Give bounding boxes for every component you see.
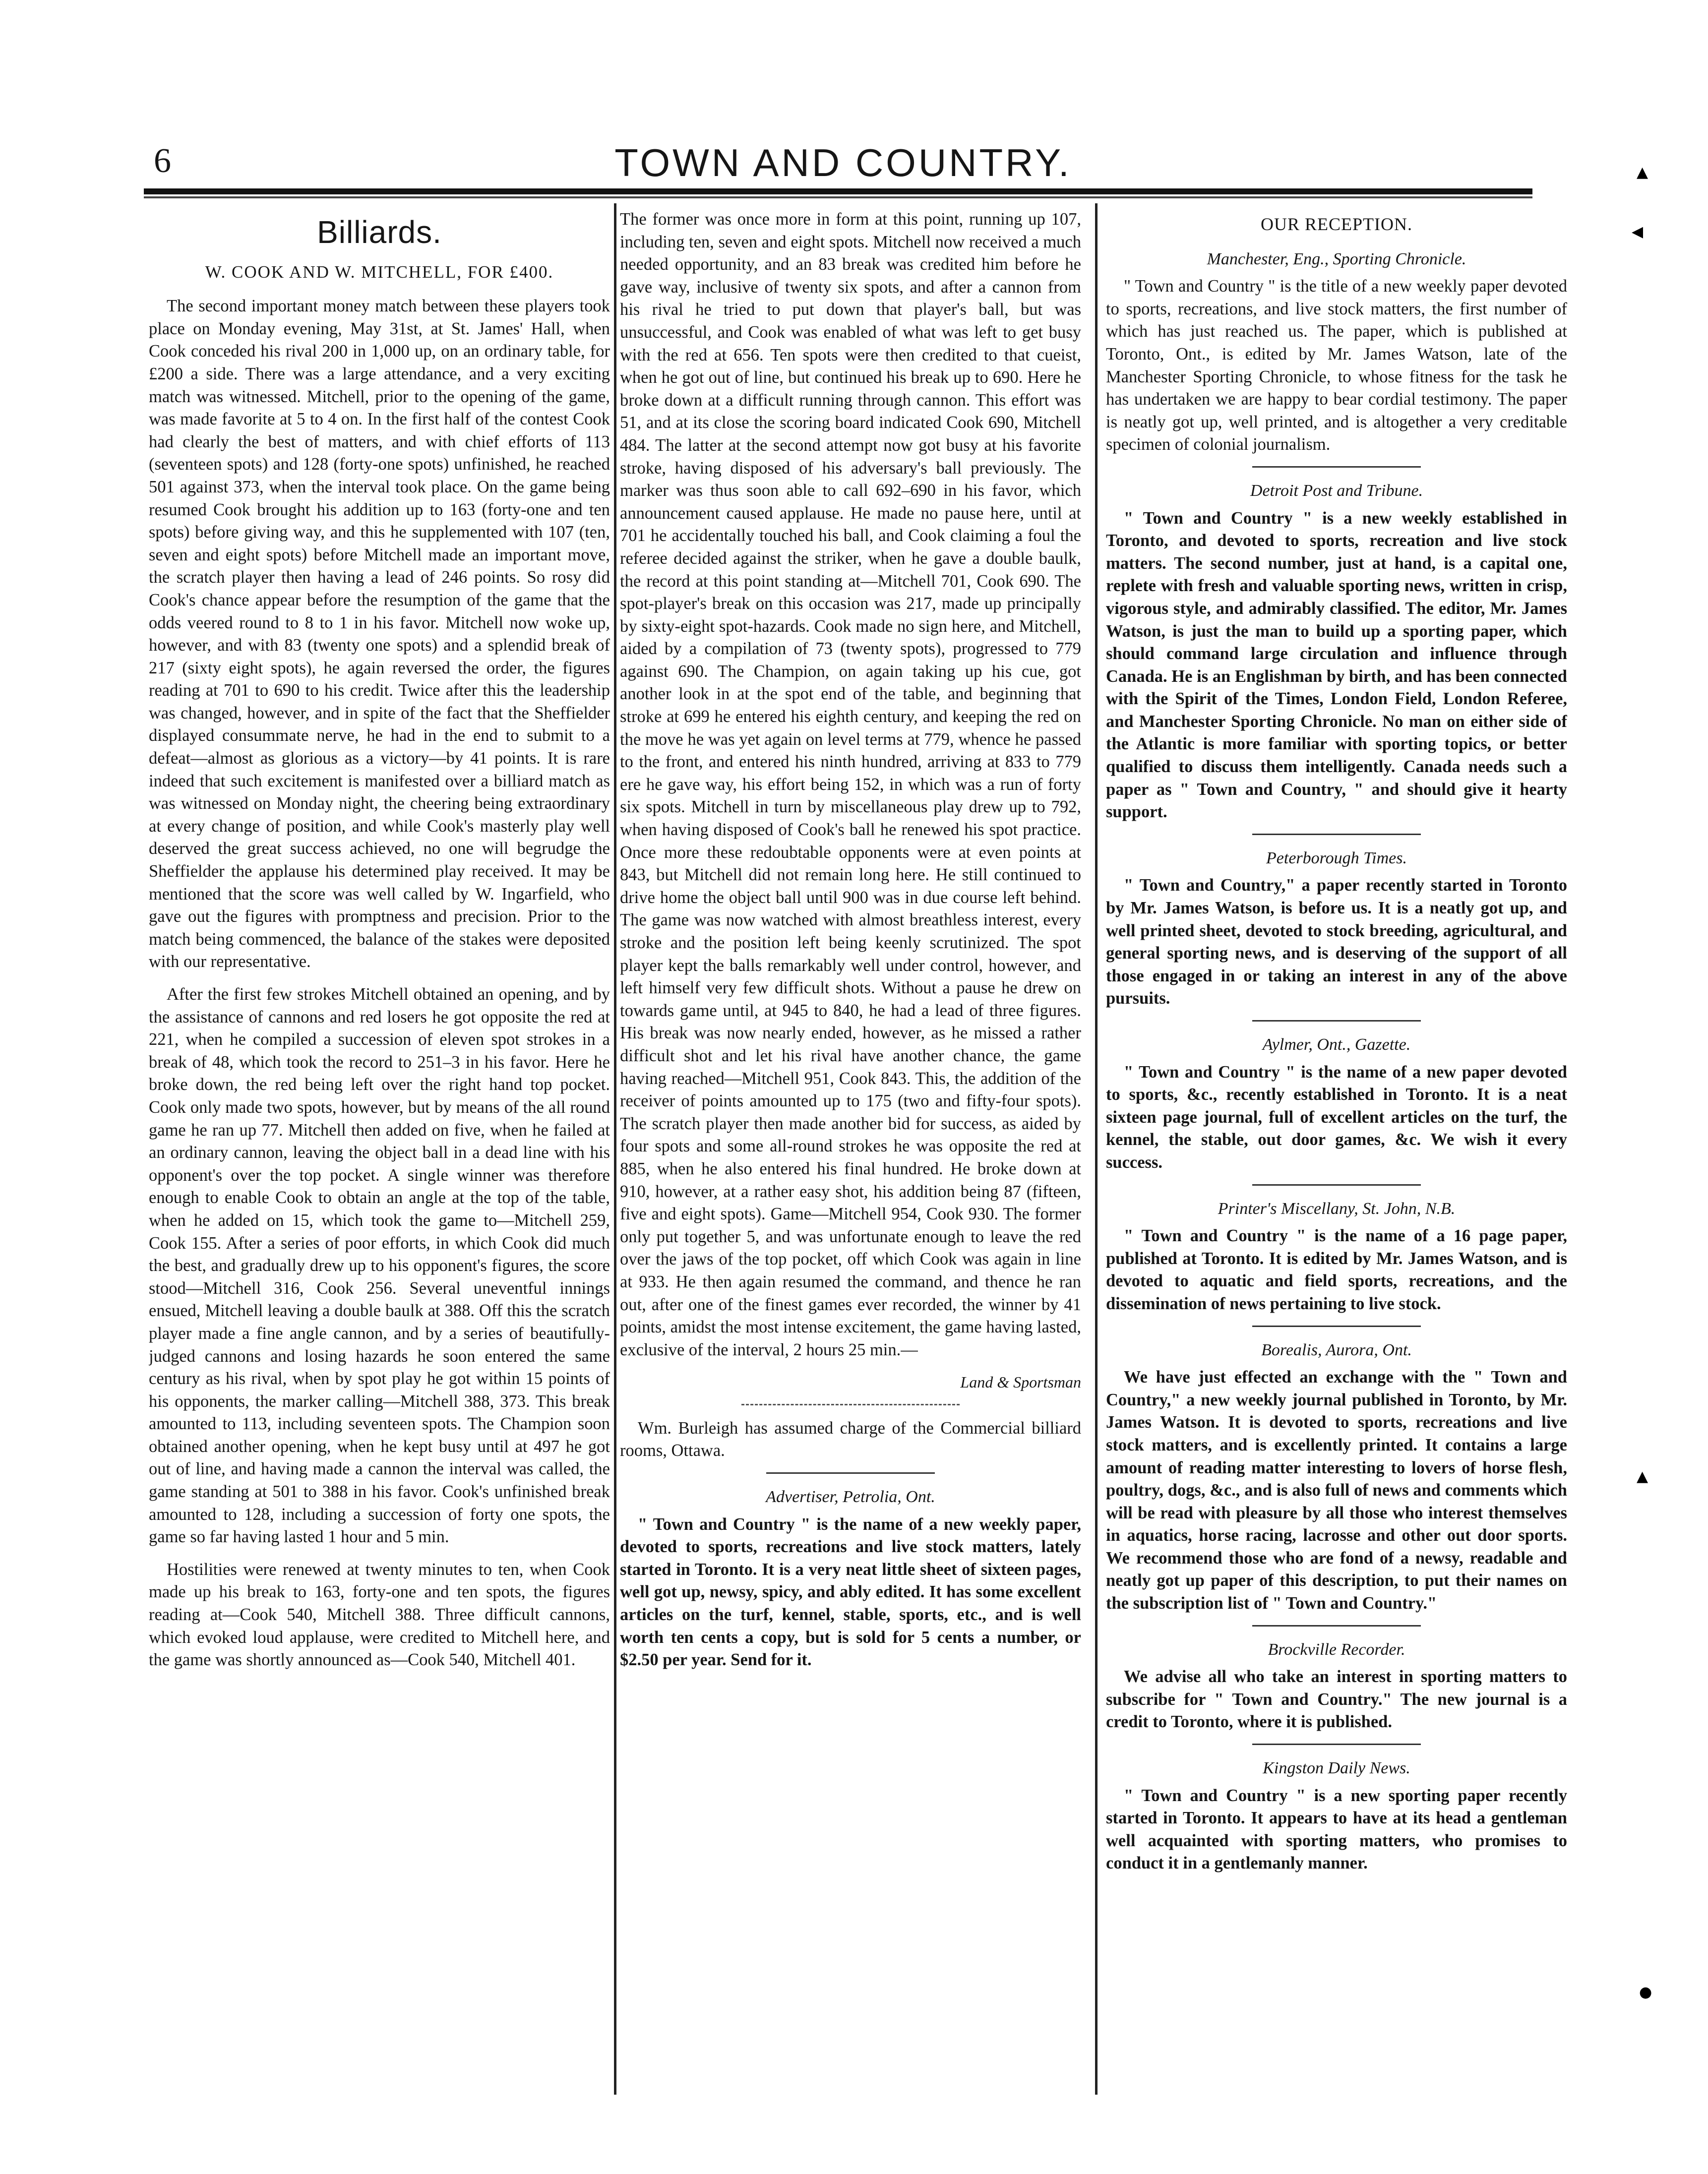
margin-mark: ▲ (1637, 164, 1648, 181)
review-text: We advise all who take an interest in sporting matters to subscribe for " Town and Country." The new journal is a credit to Toronto, where it is published. (1106, 1667, 1567, 1732)
review-source: Aylmer, Ont., Gazette. (1262, 1035, 1411, 1054)
margin-mark: ▲ (1637, 1468, 1648, 1485)
article-paragraph: The former was once more in form at this point, running up 107, including ten, seven and eight spots. Mitchell now received a much needed opportunity, and an 83 break was credited him before he gave way, inclusive of twenty six spots, and after a cannon from his rival he tried to put down that player's ball, but was unsuccessful, and Cook was enabled of what was left to get busy with the red at 656. Ten spots were then credited to that cueist, when he got out of line, but continued his break up to 690. Here he broke down at a difficult running through cannon. This effort was 51, and at its close the scoring board indicated Cook 690, Mitchell 484. The latter at the second attempt now got busy at his favorite stroke, having disposed of his adversary's ball previously. The marker was thus soon able to call 692–690 in his favor, which announcement caused applause. He made no pause here, until at 701 he accidentally touched his ball, and Cook claiming a foul the referee decided against the striker, when he gave a double baulk, the record at this point standing at—Mitchell 701, Cook 690. The spot-player's break on this occasion was 217, made up principally by sixty-eight spot-hazards. Cook made no sign here, and Mitchell, aided by a compilation of 73 (twenty spots), progressed to 779 against 690. The Champion, on again taking up his cue, got another look in at the spot end of the table, and beginning that stroke at 699 he entered his eighth century, and keeping the red on the move he was yet again on level terms at 779, whence he passed to the front, and entered his ninth hundred, arriving at 833 to 779 ere he gave way, his effort being 152, in which was a run of forty six spots. Mitchell in turn by miscellaneous play drew up to 792, when having disposed of Cook's ball he renewed his spot practice. Once more these redoubtable opponents were at even points at 843, but Mitchell did not remain long here. He still continued to drive home the object ball until 900 was in due course left behind. The game was now watched with almost breathless interest, every stroke and the position left being keenly scrutinized. The spot player kept the balls remarkably well under control, however, and left himself very few difficult shots. Without a pause he drew on towards game until, at 945 to 840, he had a lead of three figures. His break was now nearly ended, however, as he missed a rather difficult shot and let his rival have another chance, the game having reached—Mitchell 951, Cook 843. This, the addition of the receiver of points amounted up to 175 (two and fifty-four spots). The scratch player then made another bid for success, as aided by four spots and some all-round strokes he was opposite the red at 885, when he also entered his final hundred. He broke down at 910, however, at a rather easy shot, his addition being 87 (fifteen, five and eight spots). Game—Mitchell 954, Cook 930. The former only put together 5, and was unfortunate enough to leave the red over the jaws of the top pocket, off which Cook was again in line at 933. He then again resumed the command, and thence he ran out, after one of the finest games ever recorded, the winner by 41 points, amidst the most intense excitement, the game having lasted, exclusive of the interval, 2 hours 25 min.— (620, 210, 1081, 1359)
section-title: OUR RECEPTION. (1260, 214, 1412, 234)
separator (1252, 1625, 1421, 1627)
article-paragraph: After the first few strokes Mitchell obtained an opening, and by the assistance of cannons and red losers he got opposite the red at 221, when he compiled a succession of eleven spot strokes in a break of 48, which took the record to 251–3 in his favor. Here he broke down, the red being left over the right hand top pocket. Cook only made two spots, however, but by means of the all round game he ran up 77. Mitchell then added on five, when he failed at an ordinary cannon, leaving the object ball in a dead line with his opponent's over the top pocket. A single winner was therefore enough to enable Cook to obtain an angle at the top of the table, when he added on 15, which took the game to—Mitchell 259, Cook 155. After a series of poor efforts, in which Cook did much the best, and gradually drew up to his opponent's figures, the score stood—Mitchell 316, Cook 256. Several uneventful innings ensued, Mitchell leaving a double baulk at 388. Off this the scratch player made a fine angle cannon, and by a series of beautifully-judged cannons and losing hazards he soon entered the same century as his rival, when by spot play he got within 15 points of his opponents, the marker calling—Mitchell 388, 373. This break amounted to 113, including seventeen spots. The Champion soon obtained another opening, when he kept busy until at 497 he got out of line, and having made a cannon the interval was called, the game standing at 501 to 388 in his favor. Cook's unfinished break amounted to 128, including a succession of forty one spots, the game so far having lasted 1 hour and 5 min. (149, 985, 610, 1547)
review-text: " Town and Country " is the name of a new paper devoted to sports, &c., recently established in Toronto. It is a neat sixteen page journal, full of excellent articles on the turf, the kennel, the stable, out door games, &c. We wish it every success. (1106, 1062, 1567, 1172)
separator (1252, 1326, 1421, 1327)
review-source: Detroit Post and Tribune. (1250, 481, 1423, 500)
review-source: Advertiser, Petrolia, Ont. (766, 1488, 935, 1507)
review-text: " Town and Country " is the title of a new weekly paper devoted to sports, recreations, and live stock matters, the first number of which has just reached us. The paper, which is published at Toronto, Ont., is edited by Mr. James Watson, late of the Manchester Sporting Chronicle, to whose fitness for the task he has undertaken we are happy to bear cordial testimony. The paper is neatly got up, well printed, and is altogether a very creditable specimen of colonial journalism. (1106, 277, 1567, 454)
review-source: Manchester, Eng., Sporting Chronicle. (1207, 249, 1466, 268)
review-source: Printer's Miscellany, St. John, N.B. (1218, 1199, 1456, 1218)
review-list (1106, 248, 1567, 1875)
separator (1252, 1744, 1421, 1745)
review-text: " Town and Country " is the name of a 16 page paper, published at Toronto. It is edited by Mr. James Watson, and is devoted to aquatic and field sports, recreations, and the dissemination of news pertaining to live stock. (1106, 1226, 1567, 1313)
separator (766, 1472, 935, 1474)
margin-mark: ● (1639, 1984, 1652, 2001)
article-headline: W. COOK AND W. MITCHELL, FOR £400. (205, 262, 554, 282)
article-paragraph: Hostilities were renewed at twenty minutes to ten, when Cook made up his break to 163, forty-one and ten spots, the figures reading at—Cook 540, Mitchell 388. Three difficult cannons, which evoked loud applause, were credited to Mitchell here, and the game was shortly announced as—Cook 540, Mitchell 401. (149, 1560, 610, 1670)
review-source: Brockville Recorder. (1268, 1640, 1405, 1659)
review-source: Kingston Daily News. (1263, 1759, 1410, 1778)
column-billiards-continued (620, 208, 1081, 2105)
column-our-reception (1106, 208, 1567, 2105)
newspaper-title: TOWN AND COUNTRY. (614, 141, 1072, 184)
article-byline: Land & Sportsman (960, 1373, 1081, 1391)
column-divider (1095, 203, 1098, 2095)
review-text: " Town and Country," a paper recently started in Toronto by Mr. James Watson, is before us. It is a neatly got up, and well printed sheet, devoted to stock breeding, agricultural, and general sporting news, and is deserving of the support of all those engaged in or taking an interest in any of the above pursuits. (1106, 876, 1567, 1008)
review-text: " Town and Country " is the name of a new weekly paper, devoted to sports, recreations and live stock matters, lately started in Toronto. It is a very neat little sheet of sixteen pages, well got up, newsy, spicy, and ably edited. It has some excellent articles on the turf, kennel, stable, sports, etc., and is well worth ten cents a copy, but is sold for 5 cents a number, or $2.50 per year. Send for it. (620, 1514, 1081, 1670)
separator (1252, 834, 1421, 835)
column-divider (614, 203, 616, 2095)
page-number: 6 (154, 142, 171, 180)
review-source: Peterborough Times. (1266, 848, 1407, 867)
section-title: Billiards. (317, 214, 442, 250)
review-source: Borealis, Aurora, Ont. (1261, 1340, 1412, 1359)
separator (1252, 1020, 1421, 1022)
review-text: " Town and Country " is a new weekly established in Toronto, and devoted to sports, recreation and live stock matters. The second number, just at hand, is a capital one, replete with fresh and valuable sporting news, written in crisp, vigorous style, and admirably classified. The editor, Mr. James Watson, is just the man to build up a sporting paper, which should command large circulation and influence through Canada. He is an Englishman by birth, and has been connected with the Spirit of the Times, London Field, London Referee, and Manchester Sporting Chronicle. No man on either side of the Atlantic is more familiar with sporting topics, or better qualified to discuss them intelligently. Canada needs such a paper as " Town and Country, " and should give it hearty support. (1106, 508, 1567, 822)
news-note: Wm. Burleigh has assumed charge of the Commercial billiard rooms, Ottawa. (620, 1418, 1081, 1460)
header-rule (144, 188, 1532, 194)
separator (1252, 466, 1421, 468)
article-paragraph: The second important money match between these players took place on Monday evening, May 31st, at St. James' Hall, when Cook conceded his rival 200 in 1,000 up, on an ordinary table, for £200 a side. There was a large attendance, and a very exciting match was witnessed. Mitchell, prior to the opening of the game, was made favorite at 5 to 4 on. In the first half of the contest Cook had clearly the best of matters, and with chief efforts of 113 (seventeen spots) and 128 (forty-one spots) unfinished, he reached 501 against 373, when the interval took place. On the game being resumed Cook brought his addition up to 163 (forty-one and ten spots) before giving way, and this he supplemented with 107 (ten, seven and eight spots) before Mitchell made an important move, the scratch player then having a lead of 246 points. So rosy did Cook's chance appear before the resumption of the game that the odds veered round to 8 to 1 in his favor. Mitchell now woke up, however, and with 83 (twenty one spots) and a splendid break of 217 (sixty eight spots), he again reversed the order, the figures reading at 701 to 690 to his credit. Twice after this the leadership was changed, however, and in spite of the fact that the Sheffielder displayed consummate nerve, he had in the end to submit to a defeat—almost as glorious as a victory—by 41 points. It is rare indeed that such excitement is manifested over a billiard match as was witnessed on Monday night, the cheering being extraordinary at every change of position, and while Cook's masterly play well deserved the great success achieved, no one will begrudge the Sheffielder the applause his determined play received. It may be mentioned that the score was well called by W. Ingarfield, who gave out the figures with promptness and precision. Prior to the match being commenced, the balance of the stakes were deposited with our representative. (149, 297, 610, 971)
separator (741, 1404, 960, 1405)
review-text: We have just effected an exchange with the " Town and Country," a new weekly journal published in Toronto, by Mr. James Watson. It is devoted to sports, recreations and live stock matters, and is excellently printed. It contains a large amount of reading matter interesting to lovers of horse flesh, poultry, dogs, &c., and is also full of news and comments which will be read with pleasure by all those who interest themselves in aquatics, horse racing, lacrosse and other out door sports. We recommend those who are fond of a newsy, readable and neatly got up paper of this description, to put their names on the subscription list of " Town and Country." (1106, 1368, 1567, 1613)
margin-mark: ◀ (1632, 223, 1644, 241)
running-header (144, 136, 1542, 191)
review-text: " Town and Country " is a new sporting paper recently started in Toronto. It appears to have at its head a gentleman well acquainted with sporting matters, who promises to conduct it in a gentlemanly manner. (1106, 1786, 1567, 1873)
column-billiards (149, 208, 610, 2105)
header-rule-thin (144, 196, 1532, 198)
separator (1252, 1184, 1421, 1186)
